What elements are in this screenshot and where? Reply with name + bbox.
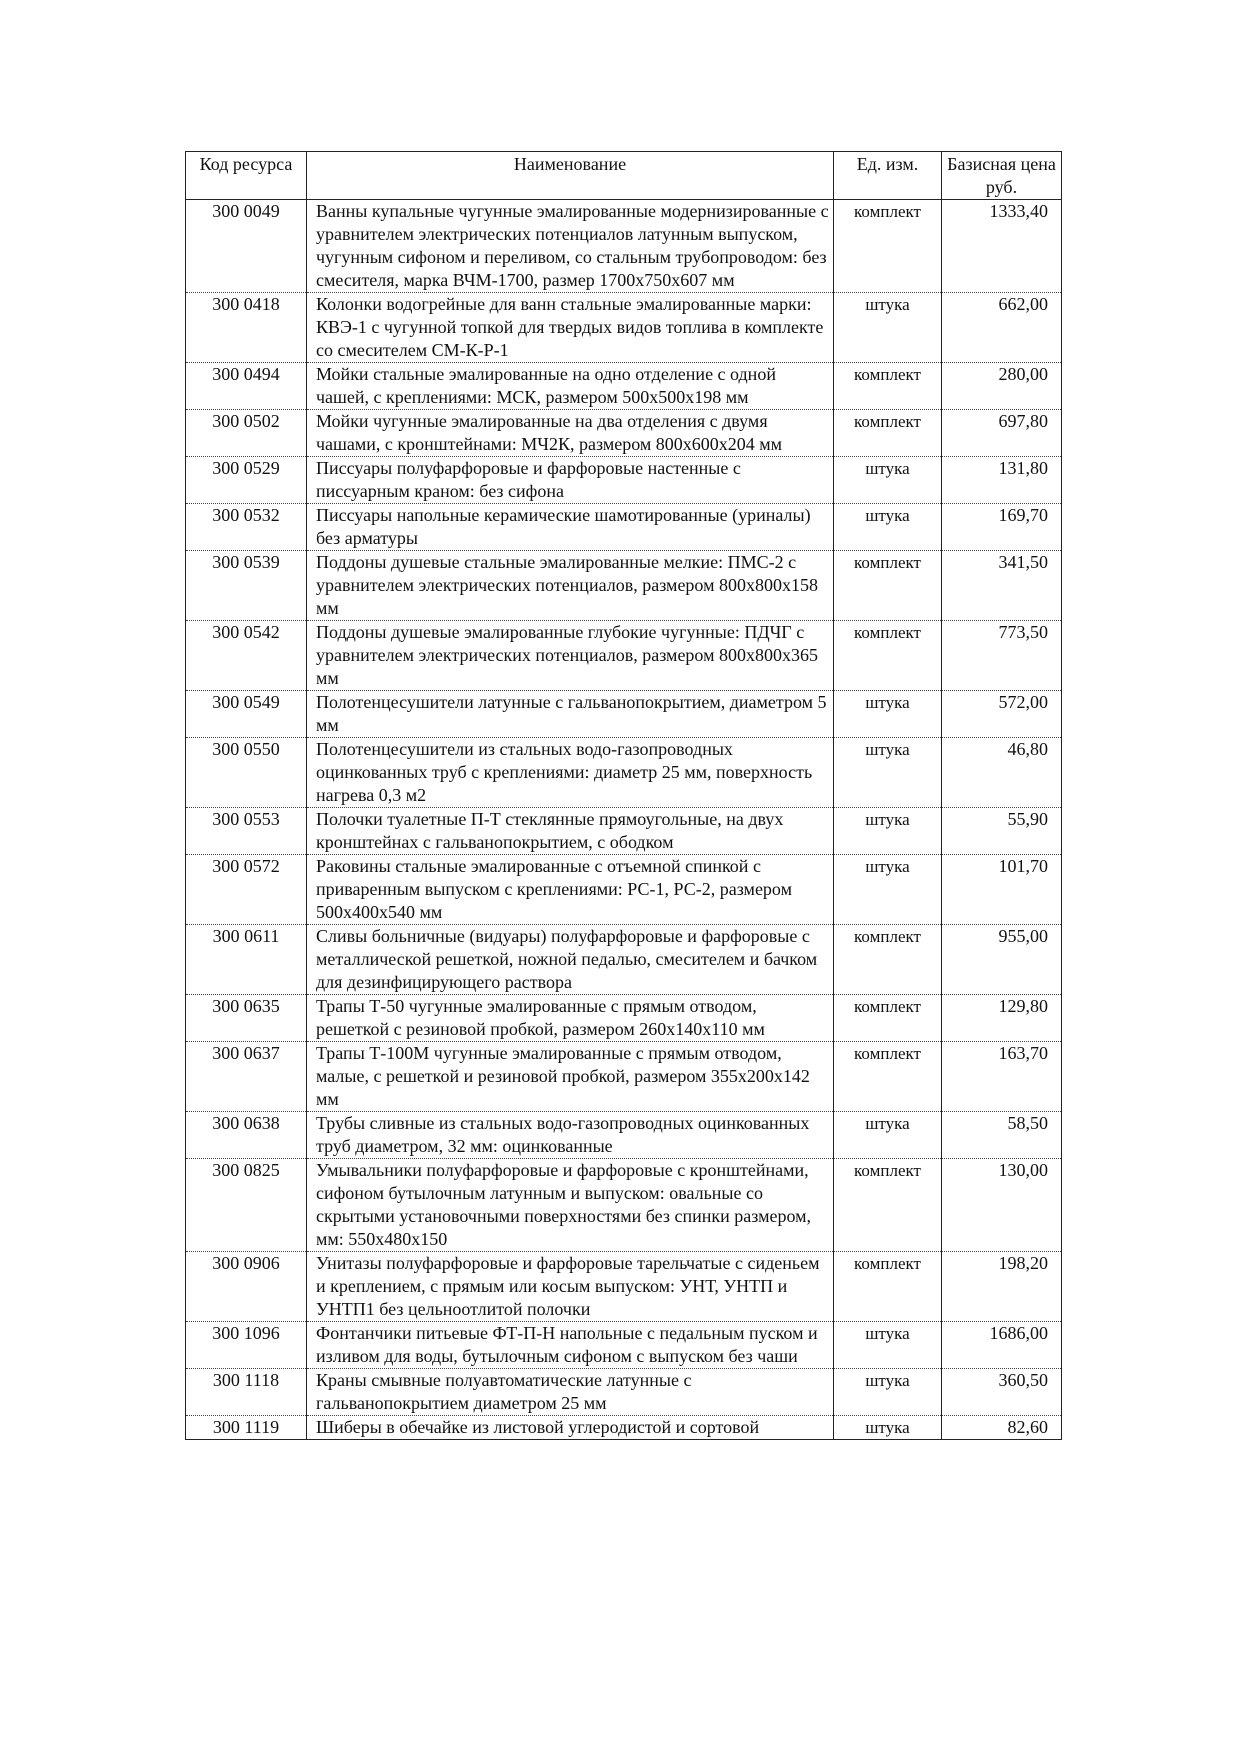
- header-row: [186, 152, 1062, 200]
- row-code-cell: 300 1096: [186, 1322, 307, 1369]
- table-row: [186, 504, 1062, 551]
- row-name-cell: Унитазы полуфарфоровые и фарфоровые тарельчатые с сиденьем и креплением, с прямым или косым выпуском: УНТ, УНТП и УНТП1 без цельноотлитой полочки: [307, 1252, 834, 1322]
- row-name-cell: Полотенцесушители из стальных водо-газопроводных оцинкованных труб с креплениями: диаметр 25 мм, поверхность нагрева 0,3 м2: [307, 738, 834, 808]
- table-row: [186, 691, 1062, 738]
- row-name-cell: Умывальники полуфарфоровые и фарфоровые с кронштейнами, сифоном бутылочным латунным и выпуском: овальные со скрытыми установочными поверхностями без спинки размером, мм: 550х480х150: [307, 1159, 834, 1252]
- row-code-cell: 300 0494: [186, 363, 307, 410]
- table-row: [186, 855, 1062, 925]
- row-code-cell: 300 0502: [186, 410, 307, 457]
- row-unit-cell: штука: [834, 1369, 942, 1416]
- resource-price-table: [185, 151, 1062, 1440]
- row-code-cell: 300 0825: [186, 1159, 307, 1252]
- table-row: [186, 995, 1062, 1042]
- row-code-cell: 300 0553: [186, 808, 307, 855]
- row-code-cell: 300 0550: [186, 738, 307, 808]
- row-code-cell: 300 0418: [186, 293, 307, 363]
- row-name-cell: Краны смывные полуавтоматические латунные с гальванопокрытием диаметром 25 мм: [307, 1369, 834, 1416]
- row-price-cell: 572,00: [942, 691, 1062, 738]
- table-row: [186, 410, 1062, 457]
- row-name-cell: Раковины стальные эмалированные с отъемной спинкой с приваренным выпуском с креплениями: РС-1, РС-2, размером 500х400х540 мм: [307, 855, 834, 925]
- table-row: [186, 1416, 1062, 1440]
- row-code-cell: 300 0529: [186, 457, 307, 504]
- table-row: [186, 1112, 1062, 1159]
- row-unit-cell: комплект: [834, 410, 942, 457]
- row-unit-cell: штука: [834, 738, 942, 808]
- row-name-cell: Трапы Т-50 чугунные эмалированные с прямым отводом, решеткой с резиновой пробкой, размером 260х140х110 мм: [307, 995, 834, 1042]
- row-unit-cell: комплект: [834, 363, 942, 410]
- row-unit-cell: комплект: [834, 995, 942, 1042]
- header-price: Базисная цена руб.: [942, 152, 1062, 200]
- row-name-cell: Шиберы в обечайке из листовой углеродистой и сортовой: [307, 1416, 834, 1440]
- table-row: [186, 1042, 1062, 1112]
- row-name-cell: Трубы сливные из стальных водо-газопроводных оцинкованных труб диаметром, 32 мм: оцинкованные: [307, 1112, 834, 1159]
- table-header: [186, 152, 1062, 200]
- row-price-cell: 101,70: [942, 855, 1062, 925]
- row-unit-cell: комплект: [834, 925, 942, 995]
- row-price-cell: 1686,00: [942, 1322, 1062, 1369]
- row-code-cell: 300 0906: [186, 1252, 307, 1322]
- table-row: [186, 363, 1062, 410]
- row-price-cell: 280,00: [942, 363, 1062, 410]
- row-name-cell: Сливы больничные (видуары) полуфарфоровые и фарфоровые с металлической решеткой, ножной педалью, смесителем и бачком для дезинфицирующего раствора: [307, 925, 834, 995]
- row-unit-cell: штука: [834, 691, 942, 738]
- row-price-cell: 46,80: [942, 738, 1062, 808]
- row-unit-cell: комплект: [834, 621, 942, 691]
- row-code-cell: 300 1119: [186, 1416, 307, 1440]
- row-unit-cell: штука: [834, 293, 942, 363]
- row-price-cell: 341,50: [942, 551, 1062, 621]
- row-code-cell: 300 0638: [186, 1112, 307, 1159]
- row-price-cell: 169,70: [942, 504, 1062, 551]
- table-row: [186, 1322, 1062, 1369]
- row-price-cell: 130,00: [942, 1159, 1062, 1252]
- header-unit: Ед. изм.: [834, 152, 942, 200]
- row-unit-cell: штука: [834, 808, 942, 855]
- row-price-cell: 360,50: [942, 1369, 1062, 1416]
- row-unit-cell: штука: [834, 1112, 942, 1159]
- row-price-cell: 82,60: [942, 1416, 1062, 1440]
- row-code-cell: 300 0049: [186, 200, 307, 293]
- row-code-cell: 300 0637: [186, 1042, 307, 1112]
- table-row: [186, 1369, 1062, 1416]
- table-row: [186, 200, 1062, 293]
- row-price-cell: 697,80: [942, 410, 1062, 457]
- header-name: Наименование: [307, 152, 834, 200]
- row-price-cell: 163,70: [942, 1042, 1062, 1112]
- row-name-cell: Писсуары напольные керамические шамотированные (уриналы) без арматуры: [307, 504, 834, 551]
- row-code-cell: 300 0572: [186, 855, 307, 925]
- row-code-cell: 300 0549: [186, 691, 307, 738]
- row-name-cell: Фонтанчики питьевые ФТ-П-Н напольные с педальным пуском и изливом для воды, бутылочным сифоном с выпуском без чаши: [307, 1322, 834, 1369]
- row-code-cell: 300 0635: [186, 995, 307, 1042]
- row-name-cell: Писсуары полуфарфоровые и фарфоровые настенные с писсуарным краном: без сифона: [307, 457, 834, 504]
- row-price-cell: 58,50: [942, 1112, 1062, 1159]
- row-name-cell: Полочки туалетные П-Т стеклянные прямоугольные, на двух кронштейнах с гальванопокрытием, с ободком: [307, 808, 834, 855]
- row-name-cell: Мойки стальные эмалированные на одно отделение с одной чашей, с креплениями: МСК, размером 500х500х198 мм: [307, 363, 834, 410]
- row-name-cell: Полотенцесушители латунные с гальванопокрытием, диаметром 5 мм: [307, 691, 834, 738]
- table-row: [186, 1252, 1062, 1322]
- row-code-cell: 300 1118: [186, 1369, 307, 1416]
- table-row: [186, 551, 1062, 621]
- row-code-cell: 300 0539: [186, 551, 307, 621]
- table-row: [186, 293, 1062, 363]
- row-unit-cell: штука: [834, 855, 942, 925]
- row-price-cell: 198,20: [942, 1252, 1062, 1322]
- row-code-cell: 300 0542: [186, 621, 307, 691]
- row-unit-cell: штука: [834, 457, 942, 504]
- row-name-cell: Колонки водогрейные для ванн стальные эмалированные марки: КВЭ-1 с чугунной топкой для твердых видов топлива в комплекте со смесителем СМ-К-Р-1: [307, 293, 834, 363]
- row-price-cell: 55,90: [942, 808, 1062, 855]
- row-unit-cell: комплект: [834, 1159, 942, 1252]
- row-unit-cell: штука: [834, 1322, 942, 1369]
- row-unit-cell: комплект: [834, 200, 942, 293]
- row-price-cell: 662,00: [942, 293, 1062, 363]
- row-price-cell: 129,80: [942, 995, 1062, 1042]
- row-name-cell: Поддоны душевые стальные эмалированные мелкие: ПМС-2 с уравнителем электрических потенциалов, размером 800х800х158 мм: [307, 551, 834, 621]
- row-price-cell: 773,50: [942, 621, 1062, 691]
- table-row: [186, 457, 1062, 504]
- row-name-cell: Мойки чугунные эмалированные на два отделения с двумя чашами, с кронштейнами: МЧ2К, размером 800х600х204 мм: [307, 410, 834, 457]
- table-row: [186, 925, 1062, 995]
- header-code: Код ресурса: [186, 152, 307, 200]
- row-unit-cell: комплект: [834, 551, 942, 621]
- row-price-cell: 131,80: [942, 457, 1062, 504]
- row-unit-cell: комплект: [834, 1042, 942, 1112]
- row-code-cell: 300 0611: [186, 925, 307, 995]
- row-name-cell: Поддоны душевые эмалированные глубокие чугунные: ПДЧГ с уравнителем электрических потенциалов, размером 800х800х365 мм: [307, 621, 834, 691]
- row-unit-cell: штука: [834, 1416, 942, 1440]
- table-body: [186, 200, 1062, 1440]
- table-row: [186, 738, 1062, 808]
- row-unit-cell: штука: [834, 504, 942, 551]
- row-price-cell: 1333,40: [942, 200, 1062, 293]
- row-price-cell: 955,00: [942, 925, 1062, 995]
- row-name-cell: Трапы Т-100М чугунные эмалированные с прямым отводом, малые, с решеткой и резиновой пробкой, размером 355х200х142 мм: [307, 1042, 834, 1112]
- row-unit-cell: комплект: [834, 1252, 942, 1322]
- table-row: [186, 1159, 1062, 1252]
- row-name-cell: Ванны купальные чугунные эмалированные модернизированные с уравнителем электрических потенциалов латунным выпуском, чугунным сифоном и переливом, со стальным трубопроводом: без смесителя, марка ВЧМ-1700, размер 1700х750х607 мм: [307, 200, 834, 293]
- row-code-cell: 300 0532: [186, 504, 307, 551]
- table-row: [186, 808, 1062, 855]
- table-row: [186, 621, 1062, 691]
